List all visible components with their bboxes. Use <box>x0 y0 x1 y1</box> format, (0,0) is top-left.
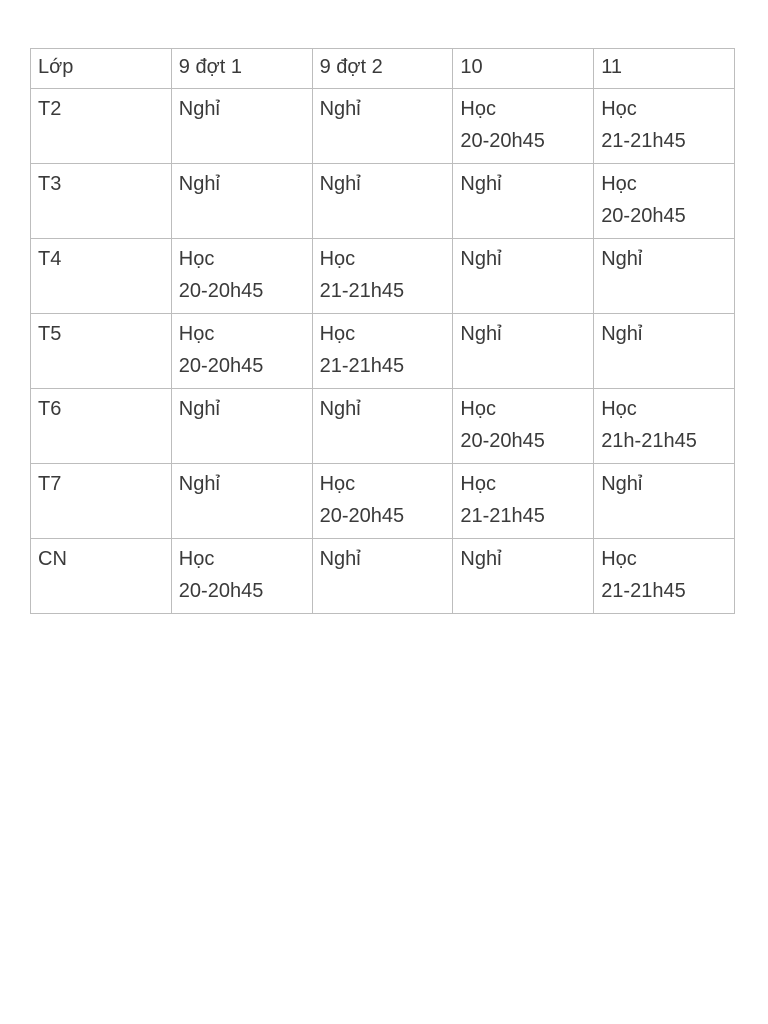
table-cell <box>171 389 312 464</box>
table-cell <box>171 89 312 164</box>
cell-status: Nghỉ <box>460 173 502 195</box>
cell-time: 21-21h45 <box>601 130 686 152</box>
cell-status: Nghỉ <box>601 473 643 495</box>
table-cell <box>171 314 312 389</box>
cell-status: Nghỉ <box>319 398 361 420</box>
cell-time: 21-21h45 <box>601 580 686 602</box>
cell-status: Nghỉ <box>460 248 502 270</box>
cell-status: Học <box>319 248 356 270</box>
table-cell <box>594 464 735 539</box>
cell-time: 21-21h45 <box>319 280 405 302</box>
header-cell-grade-9-batch-2: 9 đợt 2 <box>312 49 453 89</box>
table-cell <box>171 464 312 539</box>
cell-status: Học <box>601 173 637 195</box>
cell-time: 21h-21h45 <box>601 430 697 452</box>
cell-status: Học <box>601 98 637 120</box>
cell-status: Nghỉ <box>178 473 220 495</box>
header-cell-grade-10: 10 <box>453 49 594 89</box>
table-cell <box>171 239 312 314</box>
cell-status: Nghỉ <box>178 98 220 120</box>
table-row <box>31 389 735 464</box>
table-cell <box>453 539 594 614</box>
table-row <box>31 239 735 314</box>
table-cell <box>312 539 453 614</box>
cell-status: Học <box>601 398 637 420</box>
cell-time: 20-20h45 <box>178 355 264 377</box>
table-cell <box>312 314 453 389</box>
schedule-table-body <box>31 49 735 614</box>
table-cell <box>453 164 594 239</box>
cell-status: Học <box>601 548 637 570</box>
day-cell: CN <box>31 539 172 614</box>
cell-time: 20-20h45 <box>460 130 545 152</box>
table-cell <box>594 89 735 164</box>
cell-time: 20-20h45 <box>319 505 405 527</box>
table-row <box>31 89 735 164</box>
table-cell <box>453 89 594 164</box>
cell-time: 20-20h45 <box>601 205 686 227</box>
table-cell <box>594 389 735 464</box>
table-row <box>31 314 735 389</box>
day-cell: T4 <box>31 239 172 314</box>
cell-time: 21-21h45 <box>319 355 405 377</box>
table-row <box>31 464 735 539</box>
table-cell <box>171 164 312 239</box>
cell-status: Nghỉ <box>460 548 502 570</box>
table-cell <box>453 389 594 464</box>
cell-status: Nghỉ <box>319 548 361 570</box>
day-cell: T7 <box>31 464 172 539</box>
table-cell <box>312 389 453 464</box>
cell-status: Học <box>460 473 496 495</box>
table-cell <box>312 89 453 164</box>
cell-status: Nghỉ <box>178 398 220 420</box>
cell-status: Nghỉ <box>319 173 361 195</box>
day-cell: T3 <box>31 164 172 239</box>
table-header-row <box>31 49 735 89</box>
header-cell-class: Lớp <box>31 49 172 89</box>
table-row <box>31 164 735 239</box>
cell-status: Học <box>319 323 356 345</box>
cell-time: 20-20h45 <box>178 580 264 602</box>
schedule-table <box>30 48 735 614</box>
cell-status: Học <box>178 323 215 345</box>
cell-status: Học <box>178 248 215 270</box>
cell-status: Học <box>319 473 356 495</box>
cell-status: Nghỉ <box>178 173 220 195</box>
cell-status: Học <box>460 398 496 420</box>
cell-time: 20-20h45 <box>460 430 545 452</box>
table-cell <box>594 239 735 314</box>
cell-time: 21-21h45 <box>460 505 545 527</box>
table-cell <box>312 239 453 314</box>
cell-status: Học <box>178 548 215 570</box>
cell-status: Nghỉ <box>601 323 643 345</box>
table-cell <box>453 239 594 314</box>
cell-time: 20-20h45 <box>178 280 264 302</box>
cell-status: Học <box>460 98 496 120</box>
table-row <box>31 539 735 614</box>
day-cell: T5 <box>31 314 172 389</box>
table-cell <box>171 539 312 614</box>
cell-status: Nghỉ <box>319 98 361 120</box>
cell-status: Nghỉ <box>460 323 502 345</box>
header-cell-grade-11: 11 <box>594 49 735 89</box>
table-cell <box>453 314 594 389</box>
table-cell <box>453 464 594 539</box>
cell-status: Nghỉ <box>601 248 643 270</box>
header-cell-grade-9-batch-1: 9 đợt 1 <box>171 49 312 89</box>
table-cell <box>312 164 453 239</box>
day-cell: T6 <box>31 389 172 464</box>
table-cell <box>312 464 453 539</box>
table-cell <box>594 164 735 239</box>
day-cell: T2 <box>31 89 172 164</box>
table-cell <box>594 539 735 614</box>
table-cell <box>594 314 735 389</box>
